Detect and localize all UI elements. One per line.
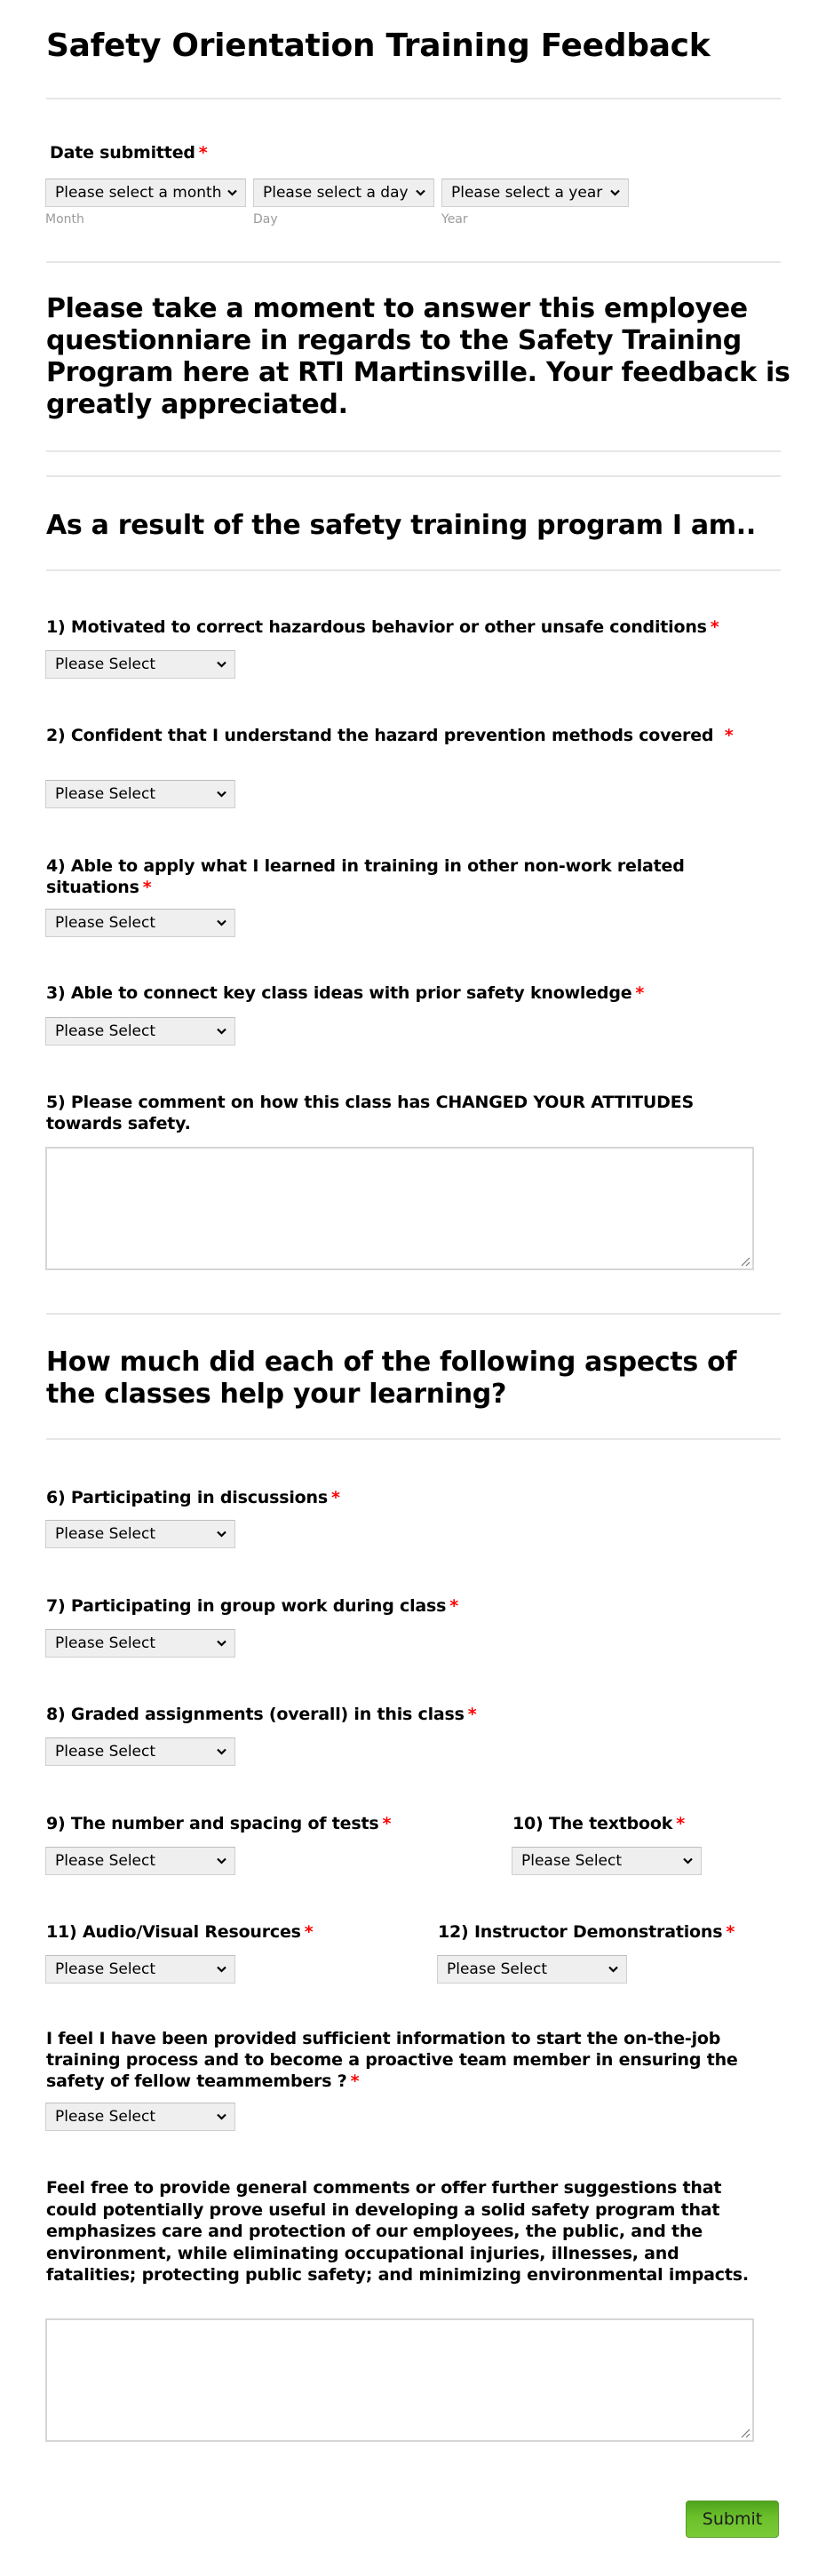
year-sublabel: Year (441, 212, 468, 227)
question-6-select-value: Please Select (55, 1525, 156, 1543)
divider (46, 475, 781, 477)
form-title: Safety Orientation Training Feedback (46, 28, 711, 64)
question-10-select[interactable] (512, 1847, 702, 1875)
chevron-down-icon (215, 1745, 227, 1758)
day-sublabel: Day (253, 212, 278, 227)
question-6-select[interactable] (45, 1520, 235, 1548)
required-marker: * (382, 1814, 392, 1833)
chevron-down-icon (608, 187, 621, 199)
question-8-text: 8) Graded assignments (overall) in this class (46, 1705, 465, 1724)
question-2-text: 2) Confident that I understand the hazard prevention methods covered (46, 726, 714, 745)
year-select-value: Please select a year (451, 184, 603, 202)
required-marker: * (724, 726, 734, 745)
resize-grip-icon[interactable] (740, 2428, 751, 2438)
year-select[interactable] (441, 179, 629, 207)
required-marker: * (726, 1922, 735, 1942)
question-4-select-value: Please Select (55, 914, 156, 932)
divider (46, 1313, 781, 1315)
chevron-down-icon (215, 1855, 227, 1867)
general-comments-label: Feel free to provide general comments or offer further suggestions that could potentially prove useful in developing a solid safety program that emphasizes care and protection of our employees, the public, and the environment, while eliminating occupational injuries, illnesses, and fatalities; protecting public safety; and minimizing environmental impacts. (46, 2178, 749, 2285)
question-3-label (46, 982, 783, 1004)
question-11-label (46, 1921, 419, 1943)
chevron-down-icon (215, 917, 227, 929)
question-3-text: 3) Able to connect key class ideas with prior safety knowledge (46, 983, 632, 1003)
question-3-select[interactable] (45, 1017, 235, 1046)
question-4-select[interactable] (45, 909, 235, 937)
required-marker: * (330, 1488, 340, 1507)
resize-grip-icon[interactable] (740, 1256, 751, 1267)
chevron-down-icon (215, 658, 227, 671)
divider (46, 261, 781, 263)
chevron-down-icon (215, 788, 227, 800)
required-marker: * (635, 983, 645, 1003)
question-2-label (46, 725, 780, 746)
required-marker: * (142, 878, 152, 897)
question-12-select-value: Please Select (447, 1960, 548, 1978)
question-7-select-value: Please Select (55, 1634, 156, 1652)
question-7-text: 7) Participating in group work during class (46, 1596, 447, 1616)
question-12-label (438, 1921, 793, 1943)
chevron-down-icon (215, 1963, 227, 1976)
intro-heading: Please take a moment to answer this employee questionniare in regards to the Safety Training Program here at RTI Martinsville. Your feedback is greatly appreciated. (46, 293, 790, 420)
question-9-select[interactable] (45, 1847, 235, 1875)
question-12-select[interactable] (437, 1955, 627, 1984)
question-1-label (46, 616, 783, 638)
sufficient-info-text: I feel I have been provided sufficient information to start the on-the-job training process and to become a proactive team member in ensuring the safety of fellow teammembers ? (46, 2029, 738, 2091)
question-5-label: 5) Please comment on how this class has CHANGED YOUR ATTITUDES towards safety. (46, 1093, 694, 1133)
required-marker: * (304, 1922, 314, 1942)
chevron-down-icon (215, 1528, 227, 1540)
question-8-select[interactable] (45, 1737, 235, 1766)
date-submitted-label (50, 142, 787, 163)
question-9-select-value: Please Select (55, 1852, 156, 1870)
required-marker: * (350, 2071, 360, 2091)
general-comments-textarea[interactable] (45, 2318, 754, 2442)
divider (46, 1438, 781, 1440)
question-6-label (46, 1487, 783, 1508)
chevron-down-icon (215, 1637, 227, 1650)
question-10-text: 10) The textbook (512, 1814, 673, 1833)
required-marker: * (198, 143, 208, 163)
question-1-select-value: Please Select (55, 656, 156, 673)
question-7-select[interactable] (45, 1629, 235, 1658)
required-marker: * (467, 1705, 477, 1724)
question-10-select-value: Please Select (521, 1852, 623, 1870)
month-select[interactable] (45, 179, 246, 207)
day-select[interactable] (253, 179, 434, 207)
question-9-label (46, 1813, 473, 1834)
month-select-value: Please select a month (55, 184, 222, 202)
date-submitted-label-text: Date submitted (50, 143, 195, 163)
question-9-text: 9) The number and spacing of tests (46, 1814, 379, 1833)
question-4-label (46, 855, 783, 898)
section1-heading: As a result of the safety training program I am.. (46, 510, 756, 541)
divider (46, 98, 781, 99)
question-5-textarea[interactable] (45, 1147, 754, 1270)
required-marker: * (710, 617, 719, 637)
required-marker: * (449, 1596, 459, 1616)
question-11-select[interactable] (45, 1955, 235, 1984)
question-11-text: 11) Audio/Visual Resources (46, 1922, 301, 1942)
section2-heading: How much did each of the following aspects of the classes help your learning? (46, 1347, 737, 1410)
chevron-down-icon (414, 187, 426, 199)
question-8-label (46, 1704, 783, 1725)
submit-button[interactable]: Submit (686, 2500, 779, 2538)
chevron-down-icon (215, 1025, 227, 1038)
day-select-value: Please select a day (263, 184, 409, 202)
question-8-select-value: Please Select (55, 1743, 156, 1761)
chevron-down-icon (215, 2111, 227, 2123)
question-12-text: 12) Instructor Demonstrations (438, 1922, 723, 1942)
question-7-label (46, 1595, 783, 1617)
question-1-select[interactable] (45, 650, 235, 679)
question-2-select-value: Please Select (55, 785, 156, 803)
question-2-select[interactable] (45, 780, 235, 808)
question-4-text: 4) Able to apply what I learned in training in other non-work related situations (46, 856, 685, 897)
divider (46, 450, 781, 452)
question-1-text: 1) Motivated to correct hazardous behavior or other unsafe conditions (46, 617, 707, 637)
sufficient-info-label (46, 2028, 792, 2092)
required-marker: * (676, 1814, 685, 1833)
sufficient-info-select[interactable] (45, 2103, 235, 2131)
question-6-text: 6) Participating in discussions (46, 1488, 328, 1507)
divider (46, 569, 781, 571)
chevron-down-icon (607, 1963, 619, 1976)
sufficient-info-select-value: Please Select (55, 2108, 156, 2126)
month-sublabel: Month (45, 212, 84, 227)
question-3-select-value: Please Select (55, 1022, 156, 1040)
question-11-select-value: Please Select (55, 1960, 156, 1978)
chevron-down-icon (226, 187, 238, 199)
chevron-down-icon (681, 1855, 694, 1867)
question-10-label (512, 1813, 779, 1834)
